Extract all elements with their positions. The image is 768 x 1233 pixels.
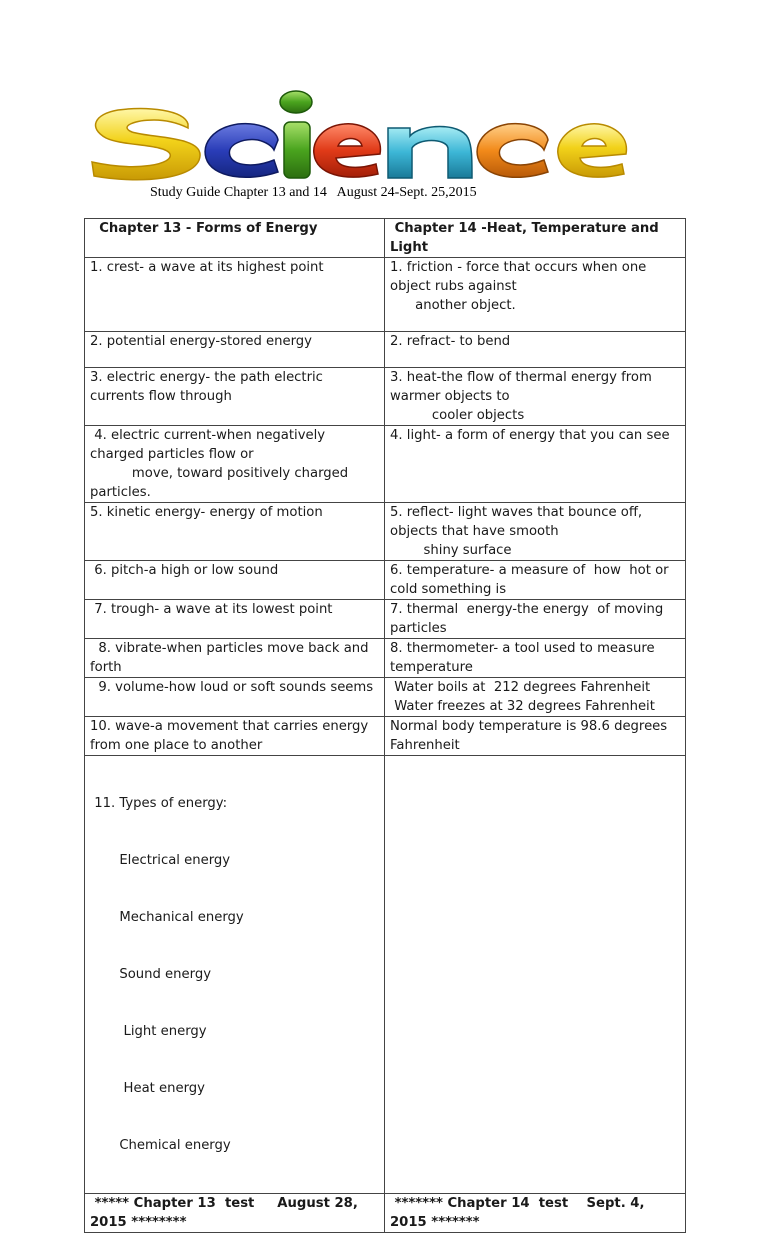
energy-type-item: Light energy <box>90 1024 207 1039</box>
table-row <box>85 678 686 717</box>
ch13-term-5: 5. kinetic energy- energy of motion <box>85 503 385 561</box>
table-row <box>85 561 686 600</box>
ch13-term-8: 8. vibrate-when particles move back and forth <box>85 639 385 678</box>
study-guide-subtitle: Study Guide Chapter 13 and 14 August 24-Sept. 25,2015 <box>150 185 477 200</box>
ch14-term-2: 2. refract- to bend <box>385 332 686 368</box>
ch13-term-3: 3. electric energy- the path electric currents flow through <box>85 368 385 426</box>
ch13-term-6: 6. pitch-a high or low sound <box>85 561 385 600</box>
ch14-term-6: 6. temperature- a measure of how hot or cold something is <box>385 561 686 600</box>
energy-type-item: Electrical energy <box>90 853 231 868</box>
table-row <box>85 332 686 368</box>
table-row <box>85 503 686 561</box>
table-row <box>85 717 686 756</box>
table-row <box>85 756 686 1194</box>
table-header-row <box>85 219 686 258</box>
chapter-14-test-date: ******* Chapter 14 test Sept. 4, 2015 ******* <box>385 1194 686 1233</box>
chapter-13-test-date: ***** Chapter 13 test August 28, 2015 ******** <box>85 1194 385 1233</box>
chapter-14-header: Chapter 14 -Heat, Temperature and Light <box>385 219 686 258</box>
ch13-term-10: 10. wave-a movement that carries energy from one place to another <box>85 717 385 756</box>
table-row <box>85 639 686 678</box>
logo-letter-i <box>280 91 312 178</box>
ch14-term-4: 4. light- a form of energy that you can see <box>385 426 686 503</box>
types-of-energy-cell <box>85 756 385 1194</box>
types-of-energy-heading: 11. Types of energy: <box>90 796 228 811</box>
energy-type-item: Mechanical energy <box>90 910 244 925</box>
table-row <box>85 368 686 426</box>
ch13-term-9: 9. volume-how loud or soft sounds seems <box>85 678 385 717</box>
logo-letter-e1 <box>314 124 381 177</box>
logo-letter-e2 <box>558 124 627 177</box>
logo-letter-n <box>388 127 472 179</box>
chapter-13-header: Chapter 13 - Forms of Energy <box>85 219 385 258</box>
ch13-term-4: 4. electric current-when negatively charged particles flow or move, toward positively charged particles. <box>85 426 385 503</box>
logo-letter-c1 <box>205 124 278 178</box>
energy-type-item: Heat energy <box>90 1081 205 1096</box>
ch14-term-5: 5. reflect- light waves that bounce off, objects that have smooth shiny surface <box>385 503 686 561</box>
ch14-term-10: Normal body temperature is 98.6 degrees Fahrenheit <box>385 717 686 756</box>
table-row <box>85 258 686 332</box>
study-guide-table <box>84 218 686 1233</box>
ch13-term-7: 7. trough- a wave at its lowest point <box>85 600 385 639</box>
table-row <box>85 600 686 639</box>
ch14-term-9: Water boils at 212 degrees Fahrenheit Water freezes at 32 degrees Fahrenheit <box>385 678 686 717</box>
empty-cell <box>385 756 686 1194</box>
logo-letter-s <box>92 109 200 180</box>
science-logo <box>88 88 628 184</box>
table-row <box>85 426 686 503</box>
ch14-term-7: 7. thermal energy-the energy of moving particles <box>385 600 686 639</box>
ch14-term-3: 3. heat-the flow of thermal energy from warmer objects to cooler objects <box>385 368 686 426</box>
logo-letter-c2 <box>477 124 548 178</box>
ch13-term-1: 1. crest- a wave at its highest point <box>85 258 385 332</box>
energy-type-item: Chemical energy <box>90 1138 231 1153</box>
ch14-term-1: 1. friction - force that occurs when one object rubs against another object. <box>385 258 686 332</box>
ch14-term-8: 8. thermometer- a tool used to measure temperature <box>385 639 686 678</box>
ch13-term-2: 2. potential energy-stored energy <box>85 332 385 368</box>
table-footer-row <box>85 1194 686 1233</box>
energy-type-item: Sound energy <box>90 967 212 982</box>
